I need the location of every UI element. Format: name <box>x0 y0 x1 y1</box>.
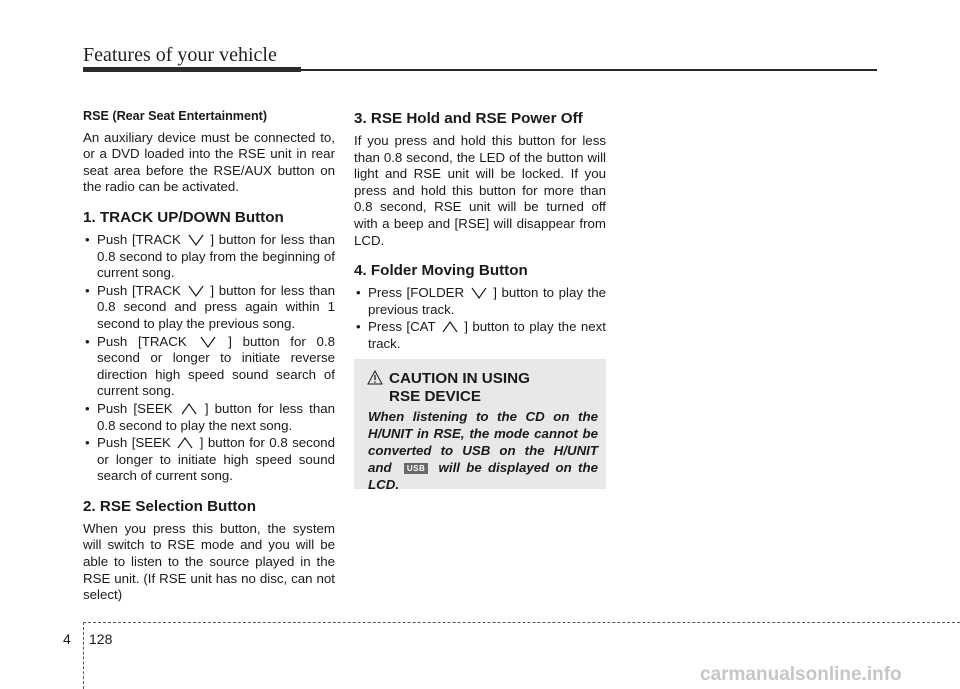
list-item <box>354 319 606 352</box>
section-2-paragraph: When you press this button, the system will switch to RSE mode and you will be able to listen to the source played in the RSE unit. (If RSE unit has no disc, can not select) <box>83 520 335 603</box>
bullet-text-pre: Press [FOLDER <box>368 285 465 301</box>
bullet-text-pre: Press [CAT <box>368 319 436 335</box>
caution-text-main: When listening to the CD on the H/UNIT in RSE, the mode cannot be converted to USB on the H/UNIT and <box>368 409 598 475</box>
bullet-text-post: ] button to play the next track. <box>368 319 606 351</box>
section-3-heading: 3. RSE Hold and RSE Power Off <box>354 110 583 127</box>
chevron-down-icon <box>187 233 205 247</box>
section-2-heading: 2. RSE Selection Button <box>83 497 256 515</box>
header-rule-thick <box>83 67 301 72</box>
caution-title-line-2: RSE DEVICE <box>389 388 481 405</box>
usb-badge-icon: USB <box>404 463 428 474</box>
bullet-text-pre: Push [TRACK <box>97 333 187 349</box>
section-3-paragraph: If you press and hold this button for less than 0.8 second, the LED of the button will light and RSE unit will be locked. If you press and hold this button for more than 0.8 second, RSE unit will be turned off with a beep and [RSE] will disappear from LCD. <box>354 133 606 248</box>
chevron-up-icon <box>441 320 459 334</box>
page-number: 128 <box>89 631 113 647</box>
watermark: carmanualsonline.info <box>700 664 902 685</box>
chevron-down-icon <box>470 286 488 300</box>
intro-paragraph: An auxiliary device must be connected to, or a DVD loaded into the RSE unit in rear seat area before the RSE/AUX button on the radio can be activated. <box>83 129 335 195</box>
section-1-list <box>83 232 335 485</box>
bullet-text-post: ] button for 0.8 second or longer to initiate high speed sound search of current song. <box>97 435 336 484</box>
chevron-up-icon <box>176 436 194 450</box>
bullet-text-pre: Push [SEEK <box>97 400 173 416</box>
bullet-text-post: ] button for 0.8 second or longer to initiate reverse direction high speed sound search of current song. <box>97 333 336 399</box>
chevron-down-icon <box>187 284 205 298</box>
chevron-down-icon <box>199 335 217 349</box>
footer-vertical-rule <box>83 622 84 689</box>
section-4-heading: 4. Folder Moving Button <box>354 262 528 280</box>
list-item <box>83 232 335 282</box>
footer-rule <box>83 622 960 623</box>
list-item <box>83 435 335 485</box>
bullet-text-post: ] button for less than 0.8 second to play the next song. <box>97 400 336 433</box>
caution-text <box>368 408 598 493</box>
chapter-number: 4 <box>63 631 71 647</box>
list-item <box>354 285 606 318</box>
left-column <box>83 108 335 604</box>
caution-text-end: will be displayed on the LCD. <box>368 460 598 492</box>
section-1-heading: 1. TRACK UP/DOWN Button <box>83 208 284 226</box>
list-item <box>83 283 335 333</box>
caution-box <box>354 359 606 492</box>
bullet-text-pre: Push [SEEK <box>97 435 171 451</box>
warning-triangle-icon <box>367 370 383 385</box>
bullet-text-post: ] button to play the previous track. <box>368 285 607 317</box>
caution-title <box>389 370 589 406</box>
bullet-text-post: ] button for less than 0.8 second to play from the beginning of current song. <box>97 231 335 281</box>
bullet-text-pre: Push [TRACK <box>97 282 181 298</box>
section-4-list <box>354 285 606 352</box>
right-column <box>354 108 606 354</box>
list-item <box>83 334 335 400</box>
header-rule-thin <box>301 69 877 71</box>
list-item <box>83 401 335 434</box>
page-header-title: Features of your vehicle <box>83 44 277 66</box>
rse-label: RSE (Rear Seat Entertainment) <box>83 109 268 123</box>
bullet-text-post: ] button for less than 0.8 second and press again within 1 second to play the previous song. <box>97 282 335 331</box>
caution-title-line-1: CAUTION IN USING <box>389 370 530 387</box>
bullet-text-pre: Push [TRACK <box>97 231 181 247</box>
chevron-up-icon <box>180 402 198 416</box>
